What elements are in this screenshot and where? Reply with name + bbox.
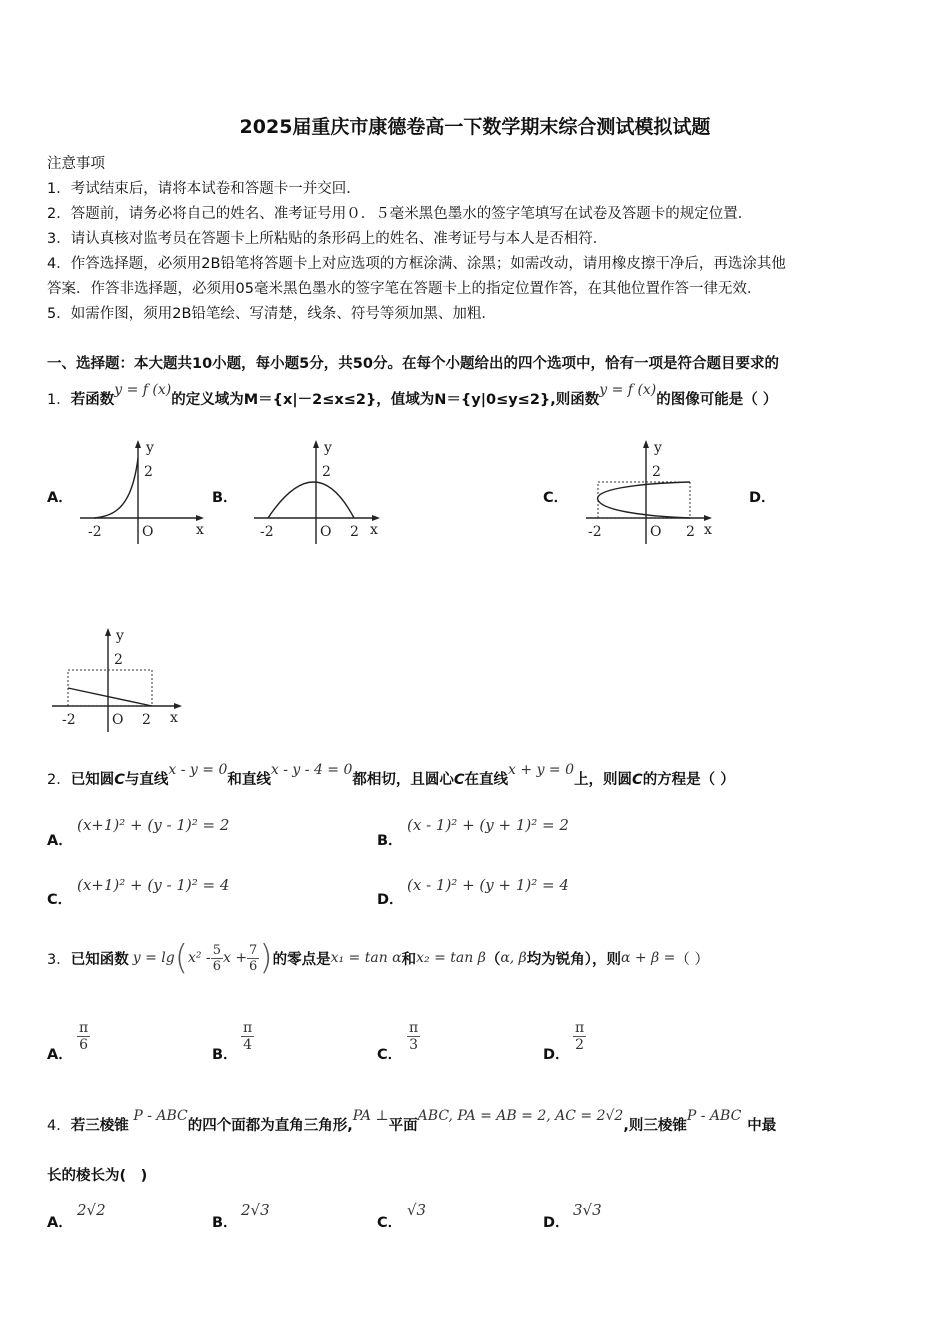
notice-item: 4．作答选择题，必须用2B铅笔将答题卡上对应选项的方框涂满、涂黑；如需改动，请用橡皮擦干净后，再选涂其他 xyxy=(47,256,786,272)
tick-label: -2 xyxy=(62,712,76,728)
q-number: 3． xyxy=(47,951,71,968)
option-label: D． xyxy=(377,892,404,908)
option-math: (x - 1)² + (y + 1)² = 2 xyxy=(407,816,569,834)
tick-label: 2 xyxy=(142,712,151,728)
option-math: (x - 1)² + (y + 1)² = 4 xyxy=(407,876,569,894)
origin-label: O xyxy=(112,712,124,728)
math-expr: α, β xyxy=(500,950,527,966)
graph-a xyxy=(72,436,212,546)
question-2: 2．已知圆C与直线x - y = 0和直线x - y - 4 = 0都相切，且圆心C在直线x + y = 0上，则圆C的方程是（ ） xyxy=(47,762,735,788)
option-label: B． xyxy=(212,1047,238,1063)
math-expr: x + y = 0 xyxy=(508,762,575,778)
math-expr: ABC xyxy=(417,1108,449,1124)
tick-label: 2 xyxy=(114,652,123,668)
axis-label-x: x xyxy=(704,522,712,538)
math-expr: α + β = xyxy=(621,950,676,966)
math-expr: y = f (x) xyxy=(114,382,172,398)
axis-label-x: x xyxy=(196,522,204,538)
math-expr: , PA = AB = 2 xyxy=(448,1108,547,1124)
option-fraction: $\frac{\pi}{4}$ xyxy=(243,1020,253,1053)
question-1: 1．若函数y = f (x)的定义域为M＝{x|－2≤x≤2}，值域为N＝{y|0≤y≤2},则函数y = f (x)的图像可能是（ ） xyxy=(47,382,778,408)
math-expr: x - y = 0 xyxy=(168,762,228,778)
axis-label-x: x xyxy=(170,710,178,726)
option-label: C． xyxy=(377,1215,403,1231)
option-label: B． xyxy=(377,833,403,849)
axis-label-y: y xyxy=(324,440,332,456)
tick-label: 2 xyxy=(686,524,695,540)
q-number: 1． xyxy=(47,392,71,408)
option-fraction: $\frac{\pi}{6}$ xyxy=(79,1020,89,1053)
axis-label-y: y xyxy=(654,440,662,456)
tick-label: -2 xyxy=(260,524,274,540)
math-expr: P - ABC xyxy=(133,1108,188,1124)
tick-label: 2 xyxy=(322,464,331,480)
option-label: C． xyxy=(377,1047,403,1063)
option-label: D． xyxy=(543,1047,570,1063)
option-label: D． xyxy=(749,490,776,506)
graph-c xyxy=(580,436,720,546)
math-expr: x - y - 4 = 0 xyxy=(270,762,353,778)
option-label: A． xyxy=(47,490,73,506)
option-label: A． xyxy=(47,833,73,849)
origin-label: O xyxy=(320,524,332,540)
axis-label-y: y xyxy=(116,628,124,644)
q-number: 4． xyxy=(47,1118,71,1134)
question-3: 3． 已知函数 y = lg ( x² - $\frac{5}{6}$ x + $\frac{7}{6}$ ) 的零点是 x₁ = tan α 和 x₂ = tan β （ α, β 均为锐角），则 α + β = （ ） xyxy=(47,938,709,978)
question-4: 4．若三棱锥 P - ABC的四个面都为直角三角形,PA ⊥平面ABC, PA = AB = 2, AC = 2√2,则三棱锥P - ABC中最 xyxy=(47,1108,777,1134)
axis-label-y: y xyxy=(146,440,154,456)
tick-label: 2 xyxy=(144,464,153,480)
notice-item: 3．请认真核对监考员在答题卡上所粘贴的条形码上的姓名、准考证号与本人是否相符． xyxy=(47,231,608,247)
section-heading: 一、选择题：本大题共10小题，每小题5分，共50分。在每个小题给出的四个选项中，恰有一项是符合题目要求的 xyxy=(47,356,779,372)
math-expr: PA ⊥ xyxy=(352,1108,389,1124)
notice-item: 答案．作答非选择题，必须用05毫米黑色墨水的签字笔在答题卡上的指定位置作答，在其他位置作答一律无效． xyxy=(47,281,762,297)
option-math: (x+1)² + (y - 1)² = 2 xyxy=(77,816,230,834)
tick-label: -2 xyxy=(88,524,102,540)
tick-label: 2 xyxy=(652,464,661,480)
option-label: D． xyxy=(543,1215,570,1231)
option-label: A． xyxy=(47,1047,73,1063)
graph-b xyxy=(248,436,388,546)
option-fraction: $\frac{\pi}{3}$ xyxy=(409,1020,419,1053)
notice-item: 1．考试结束后，请将本试卷和答题卡一并交回． xyxy=(47,181,361,197)
question-4-cont: 长的棱长为( ) xyxy=(47,1168,148,1184)
option-label: C． xyxy=(47,892,73,908)
tick-label: 2 xyxy=(350,524,359,540)
option-math: (x+1)² + (y - 1)² = 4 xyxy=(77,876,230,894)
option-label: B． xyxy=(212,490,238,506)
math-expr: x₂ = tan β xyxy=(416,950,486,966)
option-math: 2√3 xyxy=(241,1201,270,1219)
page-title: 2025届重庆市康德卷高一下数学期末综合测试模拟试题 xyxy=(239,116,711,138)
math-expr: P - ABC xyxy=(686,1108,742,1124)
math-expr: y = lg xyxy=(132,950,175,966)
option-math: 3√3 xyxy=(573,1201,602,1219)
q-number: 2． xyxy=(47,772,71,788)
math-expr: x₁ = tan α xyxy=(330,950,402,966)
tick-label: -2 xyxy=(588,524,602,540)
notice-item: 5．如需作图，须用2B铅笔绘、写清楚，线条、符号等须加黑、加粗． xyxy=(47,306,496,322)
notice-heading: 注意事项 xyxy=(47,156,105,172)
option-label: C． xyxy=(543,490,569,506)
origin-label: O xyxy=(650,524,662,540)
option-fraction: $\frac{\pi}{2}$ xyxy=(575,1020,585,1053)
origin-label: O xyxy=(142,524,154,540)
option-label: B． xyxy=(212,1215,238,1231)
option-label: A． xyxy=(47,1215,73,1231)
axis-label-x: x xyxy=(370,522,378,538)
option-math: 2√2 xyxy=(77,1201,106,1219)
math-expr: y = f (x) xyxy=(599,382,657,398)
graph-d xyxy=(46,624,192,734)
notice-item: 2．答题前，请务必将自己的姓名、准考证号用０．５毫米黑色墨水的签字笔填写在试卷及答题卡的规定位置． xyxy=(47,206,753,222)
math-expr: , AC = 2√2 xyxy=(546,1108,624,1124)
option-math: √3 xyxy=(407,1201,427,1219)
